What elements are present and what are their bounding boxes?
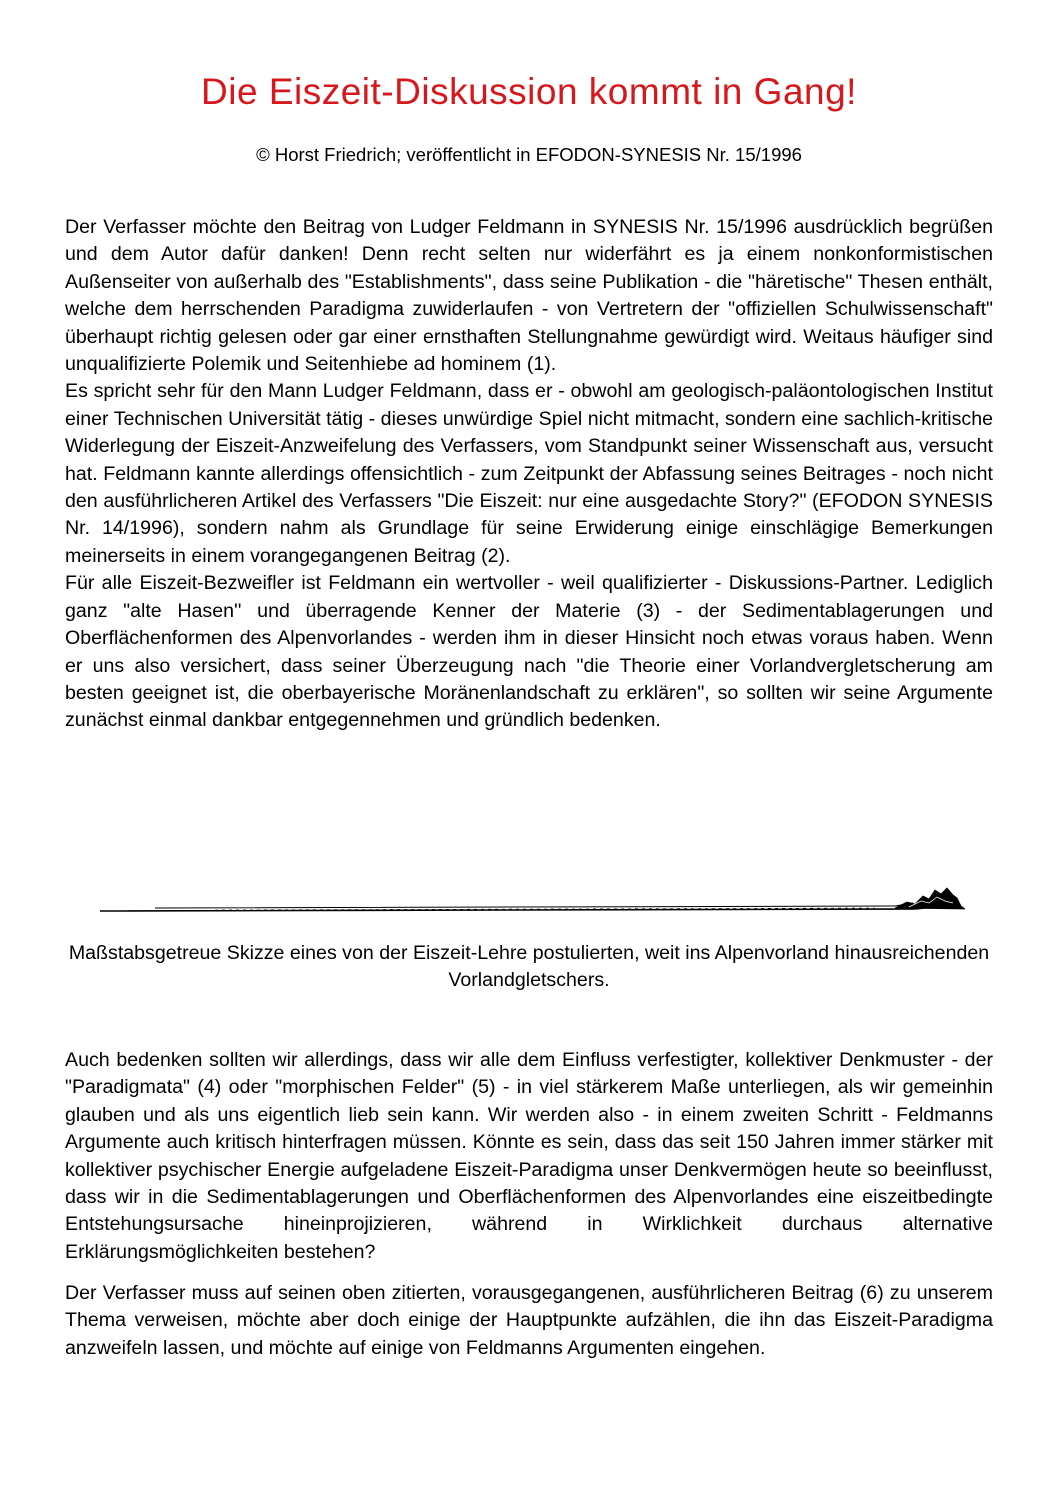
- paragraph: Es spricht sehr für den Mann Ludger Feldmann, dass er - obwohl am geologisch-paläontologischen Institut einer Technischen Universität tätig - dieses unwürdige Spiel nicht mitmacht, sondern eine sachlich-kritische Widerlegung der Eiszeit-Anzweifelung des Verfassers, vom Standpunkt seiner Wissenschaft aus, versucht hat. Feldmann kannte allerdings offensichtlich - zum Zeitpunkt der Abfassung seines Beitrages - noch nicht den ausführlicheren Artikel des Verfassers "Die Eiszeit: nur eine ausgedachte Story?" (EFODON SYNESIS Nr. 14/1996), sondern nahm als Grundlage für seine Erwiderung einige einschlägige Bemerkungen meinerseits in einem vorangegangenen Beitrag (2).: [65, 380, 993, 567]
- paragraph: Der Verfasser muss auf seinen oben zitierten, vorausgegangenen, ausführlicheren Beitrag (6) zu unserem Thema verweisen, möchte aber doch einige der Hauptpunkte aufzählen, die ihn das Eiszeit-Paradigma anzweifeln lassen, und möchte auf einige von Feldmanns Argumenten eingehen.: [65, 1282, 993, 1359]
- paragraph: Für alle Eiszeit-Bezweifler ist Feldmann ein wertvoller - weil qualifizierter - Diskussions-Partner. Lediglich ganz "alte Hasen'' und überragende Kenner der Materie (3) - der Sedimentablagerungen und Oberflächenformen des Alpenvorlandes - werden ihm in dieser Hinsicht noch etwas voraus haben. Wenn er uns also versichert, dass seiner Überzeugung nach "die Theorie einer Vorlandvergletscherung am besten geeignet ist, die oberbayerische Moränenlandschaft zu erklären", so sollten wir seine Argumente zunächst einmal dankbar entgegennehmen und gründlich bedenken.: [65, 572, 993, 732]
- figure-caption: Maßstabsgetreue Skizze eines von der Eiszeit-Lehre postulierten, weit ins Alpenvorland hinausreichenden Vorlandgletschers.: [68, 942, 990, 992]
- article-body-part-3: [65, 1280, 993, 1362]
- article-byline: © Horst Friedrich; veröffentlicht in EFODON-SYNESIS Nr. 15/1996: [256, 144, 802, 165]
- glacier-tongue-upper: [155, 903, 913, 908]
- alps-mountain-icon: [895, 888, 965, 909]
- article-body-part-2: [65, 1047, 993, 1266]
- glacier-sketch-figure: [95, 882, 965, 918]
- article-title: Die Eiszeit-Diskussion kommt in Gang!: [201, 71, 857, 112]
- paragraph: Der Verfasser möchte den Beitrag von Ludger Feldmann in SYNESIS Nr. 15/1996 ausdrücklich begrüßen und dem Autor dafür danken! Denn recht selten nur widerfährt es ja einem nonkonformistischen Außenseiter von außerhalb des "Establishments", dass seine Publikation - die "häretische" Thesen enthält, welche dem herrschenden Paradigma zuwiderlaufen - von Vertretern der "offiziellen Schulwissenschaft" überhaupt richtig gelesen oder gar einer ernsthaften Stellungnahme gewürdigt wird. Weitaus häufiger sind unqualifizierte Polemik und Seitenhiebe ad hominem (1).: [65, 216, 993, 376]
- article-body-part-1: [65, 214, 993, 735]
- paragraph: Auch bedenken sollten wir allerdings, dass wir alle dem Einfluss verfestigter, kollektiver Denkmuster - der "Paradigmata" (4) oder "morphischen Felder" (5) - in viel stärkerem Maße unterliegen, als wir gemeinhin glauben und als uns eigentlich lieb sein kann. Wir werden also - in einem zweiten Schritt - Feldmanns Argumente auch kritisch hinterfragen müssen. Könnte es sein, dass das seit 150 Jahren immer stärker mit kollektiver psychischer Energie aufgeladene Eiszeit-Paradigma unser Denkvermögen heute so beeinflusst, dass wir in die Sedimentablagerungen und Oberflächenformen des Alpenvorlandes eine eiszeitbedingte Entstehungsursache hineinprojizieren, während in Wirklichkeit durchaus alternative Erklärungsmöglichkeiten bestehen?: [65, 1049, 993, 1263]
